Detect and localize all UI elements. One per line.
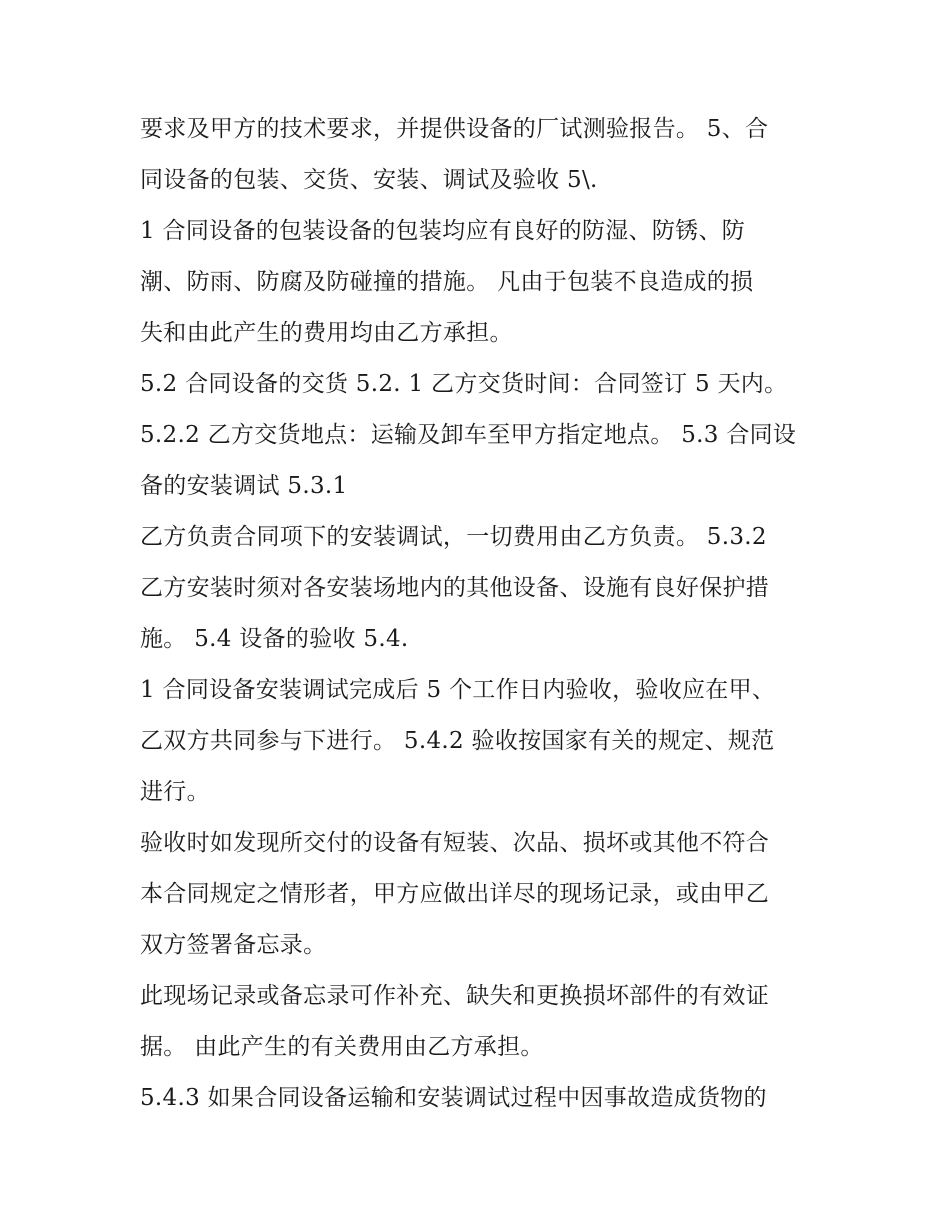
text-line: 同设备的包装、交货、安装、调试及验收 5\. bbox=[140, 167, 598, 193]
text-line: 本合同规定之情形者，甲方应做出详尽的现场记录，或由甲乙 bbox=[140, 881, 770, 907]
text-line: 5.2 合同设备的交货 5.2. 1 乙方交货时间：合同签订 5 天内。 bbox=[140, 371, 788, 397]
text-line: 据。 由此产生的有关费用由乙方承担。 bbox=[140, 1034, 544, 1060]
text-line: 乙方安装时须对各安装场地内的其他设备、设施有良好保护措 bbox=[140, 575, 770, 601]
text-line: 乙方负责合同项下的安装调试，一切费用由乙方负责。 5.3.2 bbox=[140, 524, 767, 550]
text-line: 5.4.3 如果合同设备运输和安装调试过程中因事故造成货物的 bbox=[140, 1085, 767, 1111]
text-line: 潮、防雨、防腐及防碰撞的措施。 凡由于包装不良造成的损 bbox=[140, 269, 754, 295]
text-line: 乙双方共同参与下进行。 5.4.2 验收按国家有关的规定、规范 bbox=[140, 728, 775, 754]
text-line: 要求及甲方的技术要求，并提供设备的厂试测验报告。 5、合 bbox=[140, 116, 769, 142]
text-line: 1 合同设备的包装设备的包装均应有良好的防湿、防锈、防 bbox=[140, 218, 746, 244]
document-body bbox=[140, 104, 820, 1124]
text-line: 备的安装调试 5.3.1 bbox=[140, 473, 348, 499]
text-line: 验收时如发现所交付的设备有短装、次品、损坏或其他不符合 bbox=[140, 830, 770, 856]
text-line: 失和由此产生的费用均由乙方承担。 bbox=[140, 320, 513, 346]
text-line: 施。 5.4 设备的验收 5.4. bbox=[140, 626, 409, 652]
text-line: 此现场记录或备忘录可作补充、缺失和更换损坏部件的有效证 bbox=[140, 983, 770, 1009]
text-line: 双方签署备忘录。 bbox=[140, 932, 327, 958]
text-line: 1 合同设备安装调试完成后 5 个工作日内验收，验收应在甲、 bbox=[140, 677, 776, 703]
text-line: 5.2.2 乙方交货地点：运输及卸车至甲方指定地点。 5.3 合同设 bbox=[140, 422, 797, 448]
text-line: 进行。 bbox=[140, 779, 210, 805]
